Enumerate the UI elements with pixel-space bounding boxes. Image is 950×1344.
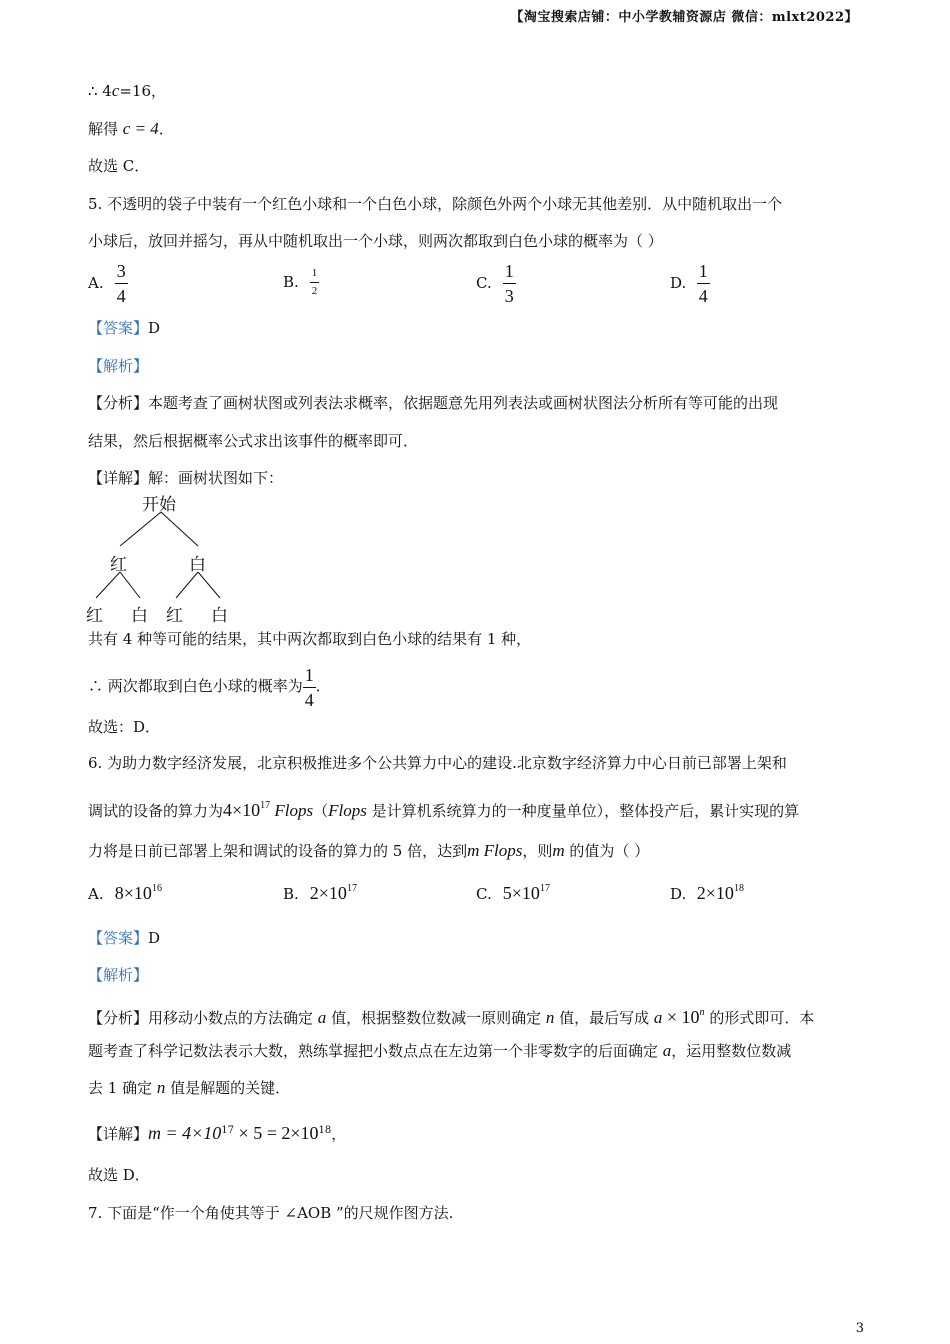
q6-jiexi: 【解析】: [88, 966, 149, 984]
prev-choose: 故选 C．: [88, 157, 150, 175]
q5-option-c: C. $\frac{1}{3}$: [476, 261, 514, 306]
q5-answer: 【答案】D: [88, 319, 161, 337]
q5-probability: ∴ 两次都取到白色小球的概率为 $\frac{1}{4}$ ．: [88, 664, 331, 710]
q5-stem-line2: 小球后，放回并摇匀，再从中随机取出一个小球，则两次都取到白色小球的概率为（ ）: [88, 232, 663, 250]
tree-leaf: 红: [86, 606, 103, 626]
fraction: $\frac{1}{2}$: [311, 267, 318, 297]
q7-stem: 7. 下面是“作一个角使其等于 ∠AOB ”的尺规作图方法.: [88, 1204, 454, 1222]
q5-option-b: B. $\frac{1}{2}$: [283, 267, 318, 297]
q5-fenxi-line1: 【分析】本题考查了画树状图或列表法求概率，依据题意先用列表法或画树状图法分析所有等可能的出现: [88, 394, 779, 412]
fraction: $\frac{3}{4}$: [116, 261, 126, 306]
tree-leaf: 红: [166, 606, 183, 626]
q6-option-c: C. $5\times 10^{17}$: [476, 883, 550, 903]
fraction: $\frac{1}{4}$: [698, 261, 708, 306]
q6-fenxi-line2: 题考查了科学记数法表示大数，熟练掌握把小数点点在左边第一个非零数字的后面确定 a，运用整数位数减: [88, 1041, 792, 1060]
tree-level1-white: 白: [189, 555, 206, 575]
tree-leaf: 白: [131, 606, 148, 626]
tree-level1-red: 红: [110, 555, 127, 575]
q6-option-b: B. $2\times 10^{17}$: [283, 883, 357, 903]
page-number: 3: [855, 1321, 864, 1336]
q5-fenxi-line2: 结果，然后根据概率公式求出该事件的概率即可．: [88, 432, 419, 450]
q6-fenxi-line1: 【分析】用移动小数点的方法确定 a 值，根据整数位数减一原则确定 n 值，最后写成 $a \times 10^n$ 的形式即可．本: [88, 1007, 815, 1027]
q5-jiexi: 【解析】: [88, 357, 149, 375]
q5-option-d: D. $\frac{1}{4}$: [670, 261, 708, 306]
q6-xiangjie: 【详解】$m = 4\times 10^{17} \times 5 = 2\times 10^{18}$，: [88, 1123, 347, 1143]
q6-option-d: D. $2\times 10^{18}$: [670, 883, 744, 903]
q6-stem-line3: 力将是日前已部署上架和调试的设备的算力的 5 倍，达到m Flops，则m 的值为（ ）: [88, 841, 650, 860]
q6-stem-line1: 6. 为助力数字经济发展，北京积极推进多个公共算力中心的建设.北京数字经济算力中心日前已部署上架和: [88, 754, 787, 772]
fraction: $\frac{1}{4}$: [304, 664, 314, 710]
tree-diagram: [80, 490, 260, 630]
q6-choose: 故选 D．: [88, 1166, 150, 1184]
page-header: 【淘宝搜索店铺：中小学教辅资源店 微信：mlxt2022】: [510, 10, 858, 25]
prev-line-1: ∴ 4c=16，: [88, 81, 167, 100]
prev-line-2: 解得 c = 4．: [88, 119, 174, 138]
q5-choose: 故选：D．: [88, 718, 161, 736]
q6-fenxi-line3: 去 1 确定 n 值是解题的关键．: [88, 1078, 291, 1097]
q6-stem-line2: 调试的设备的算力为$4\times 10^{17}$ Flops（Flops 是计算机系统算力的一种度量单位），整体投产后，累计实现的算: [88, 800, 800, 820]
q5-result: 共有 4 种等可能的结果，其中两次都取到白色小球的结果有 1 种，: [88, 630, 532, 648]
q5-xiangjie: 【详解】解：画树状图如下：: [88, 469, 284, 487]
q6-option-a: A. $8\times 10^{16}$: [88, 883, 162, 903]
q5-stem-line1: 5. 不透明的袋子中装有一个红色小球和一个白色小球，除颜色外两个小球无其他差别．从中随机取出一个: [88, 195, 783, 213]
fraction: $\frac{1}{3}$: [504, 261, 514, 306]
tree-root: 开始: [142, 495, 176, 515]
q5-option-a: A. $\frac{3}{4}$: [88, 261, 126, 306]
tree-leaf: 白: [211, 606, 228, 626]
q6-answer: 【答案】D: [88, 929, 161, 947]
